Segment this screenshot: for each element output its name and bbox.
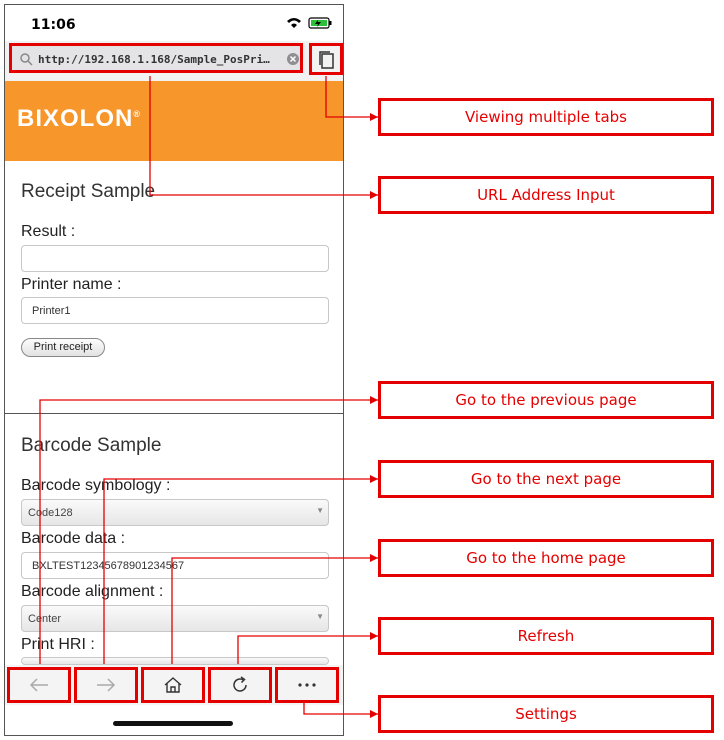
callout-settings: Settings bbox=[378, 695, 714, 733]
logo: BIXOLON® bbox=[17, 105, 141, 132]
clear-icon[interactable] bbox=[286, 52, 300, 66]
bottom-toolbar bbox=[5, 665, 343, 705]
print-hri-label: Print HRI : bbox=[21, 636, 95, 653]
home-icon bbox=[163, 676, 183, 694]
url-text[interactable]: http://192.168.1.168/Sample_PosPri… bbox=[38, 53, 270, 66]
forward-button[interactable] bbox=[74, 667, 138, 703]
barcode-alignment-select[interactable] bbox=[21, 605, 329, 632]
callout-refresh: Refresh bbox=[378, 617, 714, 655]
search-icon bbox=[19, 52, 33, 66]
refresh-icon bbox=[230, 675, 250, 695]
url-address-input[interactable] bbox=[9, 43, 303, 73]
home-button[interactable] bbox=[141, 667, 205, 703]
barcode-alignment-value: Center bbox=[28, 613, 62, 625]
refresh-button[interactable] bbox=[208, 667, 272, 703]
forward-arrow-icon bbox=[95, 677, 117, 693]
status-icons bbox=[285, 15, 335, 31]
barcode-data-label: Barcode data : bbox=[21, 530, 126, 547]
printer-name-label: Printer name : bbox=[21, 276, 122, 293]
callout-tabs: Viewing multiple tabs bbox=[378, 98, 714, 136]
back-button[interactable] bbox=[7, 667, 71, 703]
barcode-alignment-label: Barcode alignment : bbox=[21, 583, 164, 600]
brand-banner bbox=[5, 81, 343, 161]
barcode-data-field[interactable]: BXLTEST12345678901234567 bbox=[21, 552, 329, 579]
settings-button[interactable] bbox=[275, 667, 339, 703]
home-indicator bbox=[113, 721, 233, 726]
barcode-section-title: Barcode Sample bbox=[21, 435, 162, 456]
phone-screen bbox=[4, 4, 344, 736]
result-label: Result : bbox=[21, 223, 76, 240]
callout-next: Go to the next page bbox=[378, 460, 714, 498]
section-divider bbox=[5, 413, 343, 414]
chevron-down-icon: ▼ bbox=[316, 506, 324, 515]
wifi-icon bbox=[287, 18, 301, 28]
url-bar bbox=[5, 41, 343, 81]
tabs-icon bbox=[312, 46, 340, 72]
barcode-symbology-value: Code128 bbox=[28, 507, 73, 519]
printer-name-field[interactable]: Printer1 bbox=[21, 297, 329, 324]
chevron-down-icon: ▼ bbox=[316, 612, 324, 621]
print-hri-select[interactable] bbox=[21, 657, 329, 665]
result-field[interactable] bbox=[21, 245, 329, 272]
barcode-symbology-label: Barcode symbology : bbox=[21, 477, 171, 494]
status-time: 11:06 bbox=[31, 17, 76, 33]
callout-home: Go to the home page bbox=[378, 539, 714, 577]
more-icon bbox=[297, 682, 317, 688]
print-receipt-button[interactable]: Print receipt bbox=[21, 338, 105, 357]
tabs-button[interactable] bbox=[309, 43, 343, 75]
receipt-section-title: Receipt Sample bbox=[21, 181, 156, 202]
callout-previous: Go to the previous page bbox=[378, 381, 714, 419]
status-bar bbox=[5, 5, 343, 41]
callout-url: URL Address Input bbox=[378, 176, 714, 214]
barcode-symbology-select[interactable] bbox=[21, 499, 329, 526]
back-arrow-icon bbox=[28, 677, 50, 693]
